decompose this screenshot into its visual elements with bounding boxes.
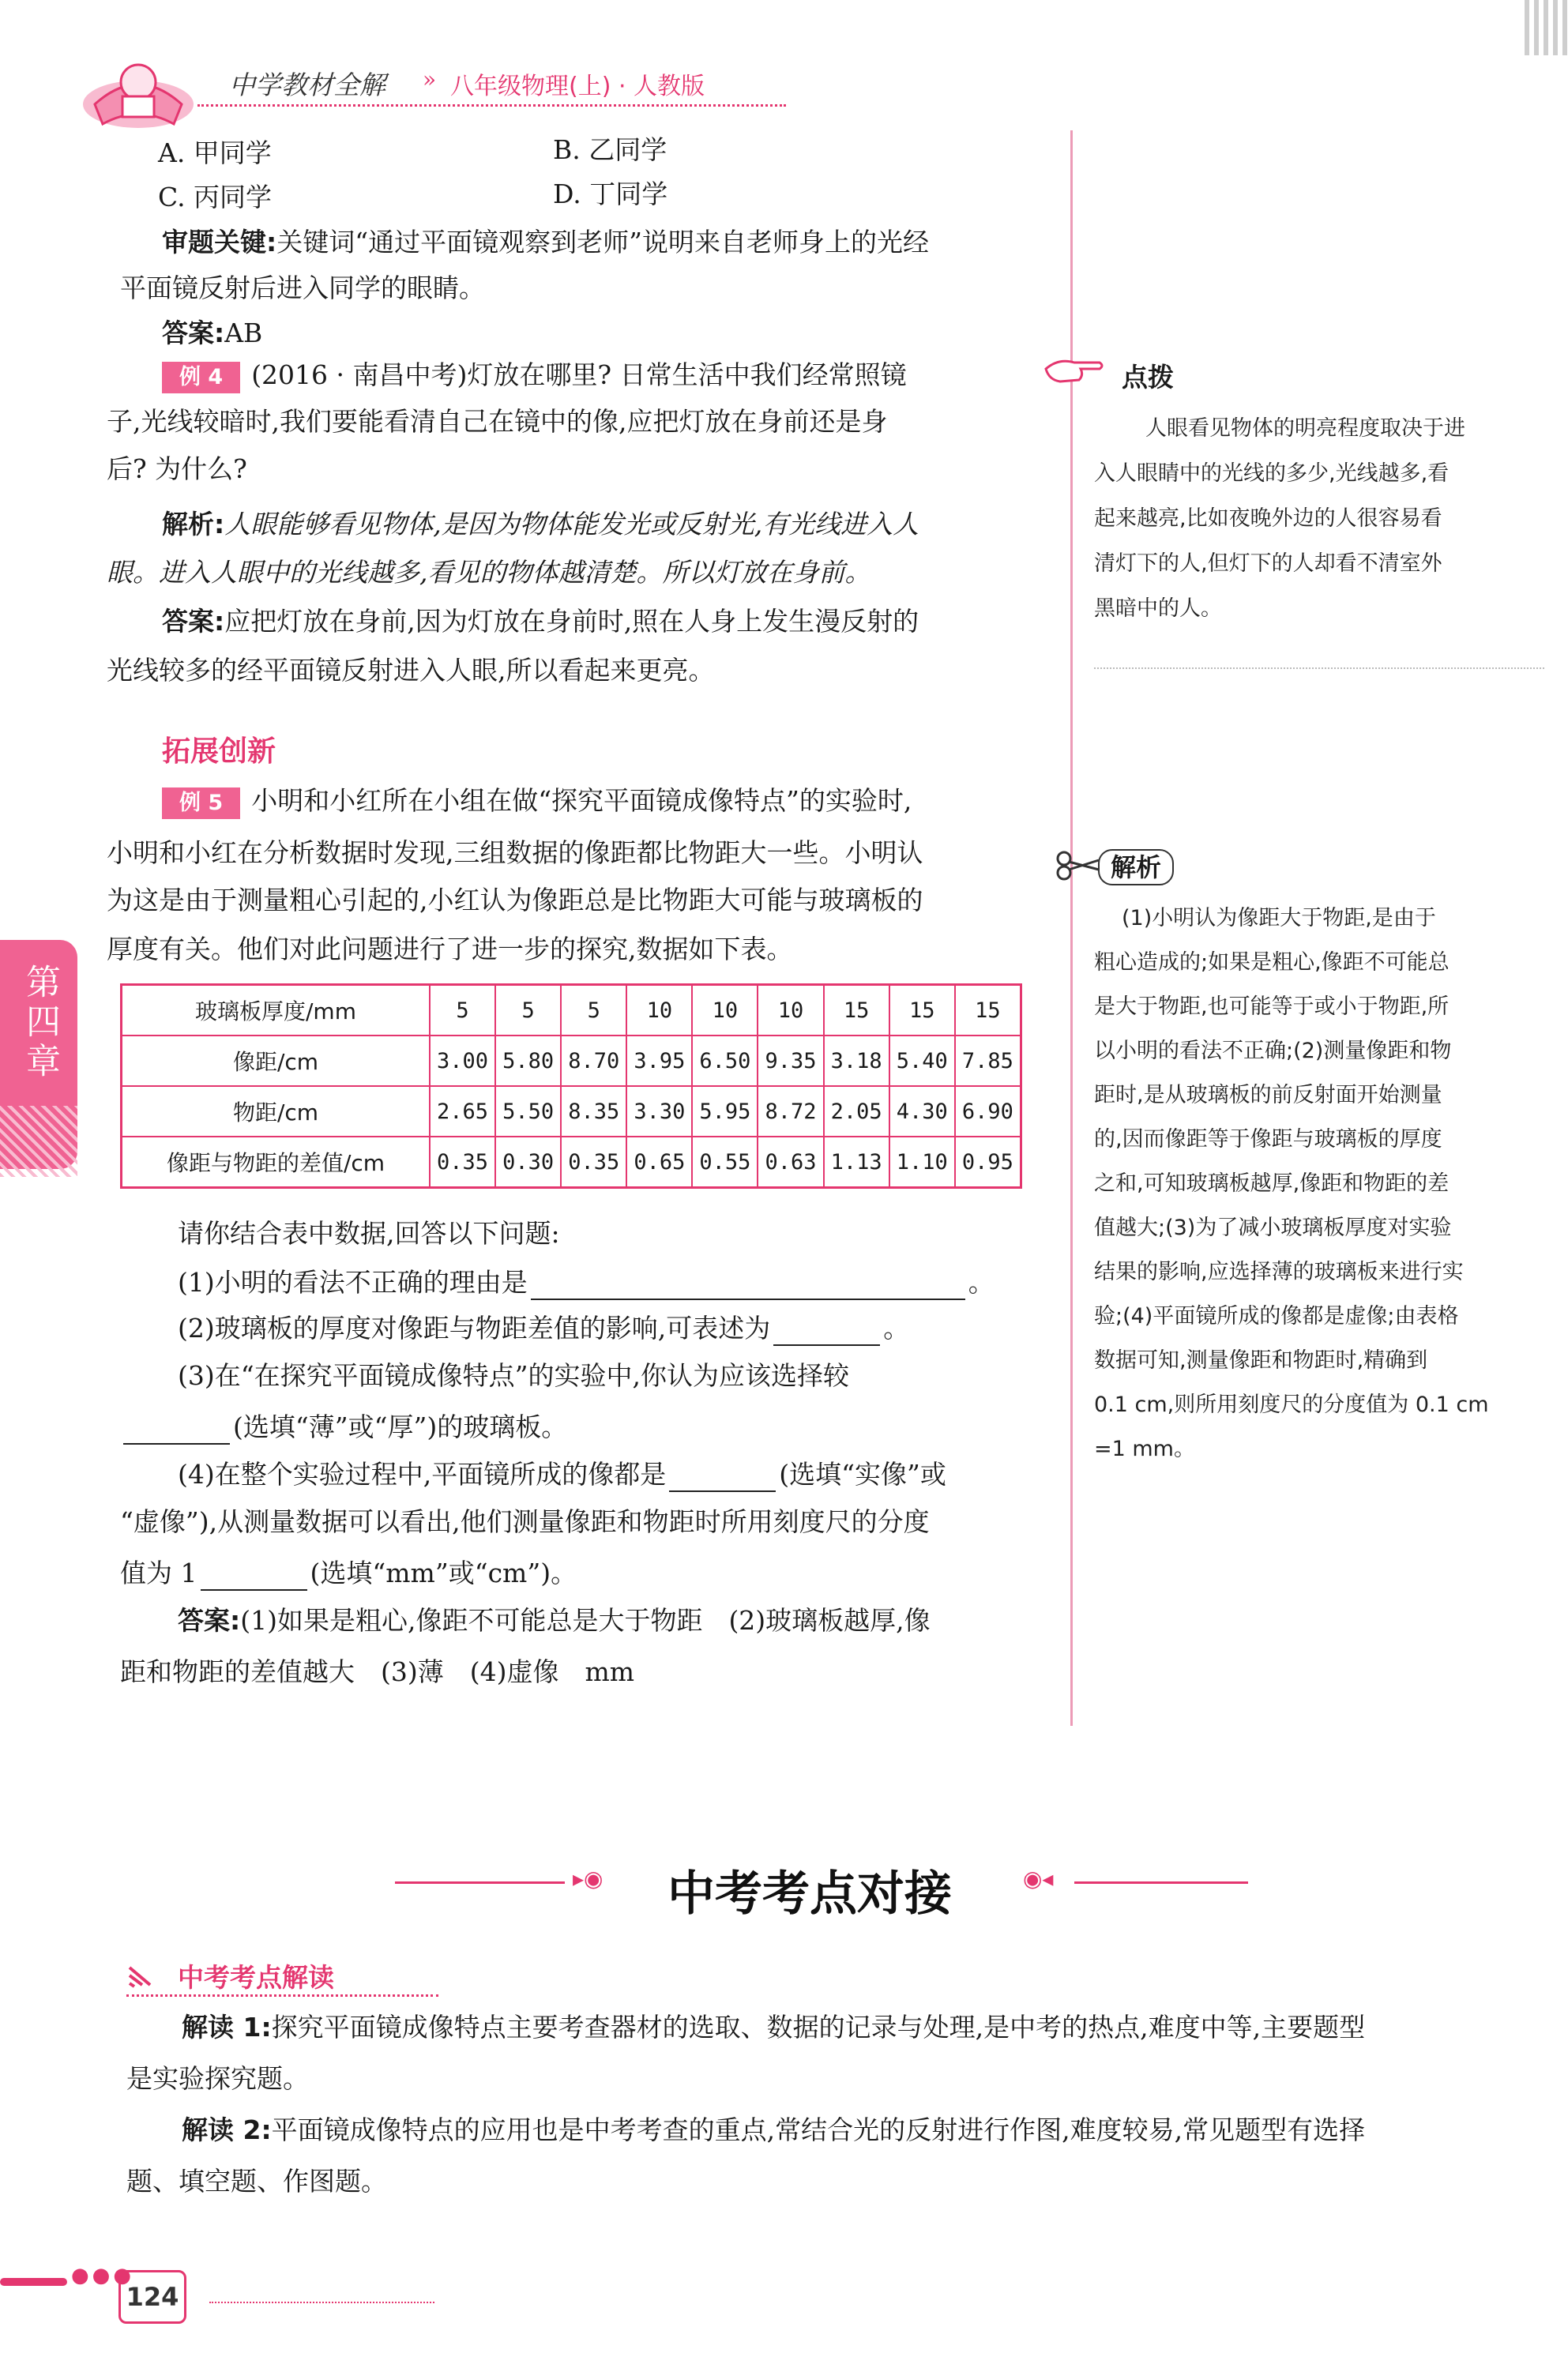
keyword-label: 审题关键: bbox=[162, 227, 277, 257]
questions-answer-1 bbox=[178, 1603, 931, 1638]
answer-blank bbox=[531, 1275, 965, 1300]
reading-2-label: 解读 2: bbox=[182, 2114, 272, 2145]
header-series: 中学教材全解 bbox=[229, 70, 385, 100]
analysis-line-5: 距时,是从玻璃板的前反射面开始测量 bbox=[1094, 1083, 1442, 1107]
option-b: B. 乙同学 bbox=[553, 134, 667, 165]
table-cell: 8.35 bbox=[561, 1086, 626, 1137]
table-cell: 0.65 bbox=[626, 1137, 692, 1188]
option-d: D. 丁同学 bbox=[553, 179, 668, 209]
table-cell: 4.30 bbox=[889, 1086, 955, 1137]
example4-line-2: 子,光线较暗时,我们要能看清自己在镜中的像,应把灯放在身前还是身 bbox=[107, 406, 888, 437]
chapter-tab-stripes bbox=[0, 1106, 77, 1177]
footer-rule bbox=[209, 2302, 434, 2303]
option-a: A. 甲同学 bbox=[158, 137, 272, 168]
header-logo bbox=[79, 49, 197, 136]
example4-answer-text-1: 应把灯放在身前,因为灯放在身前时,照在人身上发生漫反射的 bbox=[224, 606, 919, 637]
table-row bbox=[122, 1137, 1021, 1188]
example4-line-1 bbox=[162, 358, 907, 393]
example4-answer-label: 答案: bbox=[162, 606, 225, 637]
table-cell: 5 bbox=[561, 985, 626, 1036]
tip-line-3: 起来越亮,比如夜晚外边的人很容易看 bbox=[1094, 506, 1442, 531]
answer3-line bbox=[162, 316, 262, 351]
example4-answer-2: 光线较多的经平面镜反射进入人眼,所以看起来更亮。 bbox=[107, 655, 715, 686]
question-2 bbox=[178, 1311, 909, 1346]
table-cell: 2.65 bbox=[430, 1086, 495, 1137]
tip-line-4: 清灯下的人,但灯下的人却看不清室外 bbox=[1094, 551, 1442, 576]
question-4b: “虚像”),从测量数据可以看出,他们测量像距和物距时所用刻度尺的分度 bbox=[120, 1506, 930, 1537]
answer-blank bbox=[201, 1566, 307, 1591]
table-cell: 9.35 bbox=[758, 1036, 823, 1086]
questions-answer-2: 距和物距的差值越大 (3)薄 (4)虚像 mm bbox=[120, 1656, 635, 1687]
reading-1-label: 解读 1: bbox=[182, 2012, 272, 2043]
example5-tag: 例 5 bbox=[162, 787, 240, 819]
question-4c-end: (选填“mm”或“cm”)。 bbox=[310, 1558, 577, 1588]
tip-line-2: 入人眼睛中的光线的多少,光线越多,看 bbox=[1094, 461, 1450, 486]
question-3b-text: (选填“薄”或“厚”)的玻璃板。 bbox=[233, 1411, 568, 1442]
table-cell: 3.00 bbox=[430, 1036, 495, 1086]
table-cell: 15 bbox=[824, 985, 889, 1036]
table-cell: 1.10 bbox=[889, 1137, 955, 1188]
question-1 bbox=[178, 1265, 995, 1300]
exam-title-arrow-right-icon: ◉◂ bbox=[1023, 1866, 1054, 1892]
table-cell: 5 bbox=[430, 985, 495, 1036]
exam-title-rule-left bbox=[395, 1881, 565, 1884]
exam-title: 中考考点对接 bbox=[667, 1866, 952, 1922]
table-cell: 8.70 bbox=[561, 1036, 626, 1086]
exam-title-arrow-left-icon: ▸◉ bbox=[573, 1866, 604, 1892]
answer-blank bbox=[773, 1321, 880, 1346]
subtitle-icon bbox=[126, 1961, 158, 1990]
header-book: 八年级物理(上) · 人教版 bbox=[450, 73, 705, 100]
table-cell: 5.40 bbox=[889, 1036, 955, 1086]
example4-analysis-label: 解析: bbox=[162, 509, 225, 539]
example4-text-1: (2016 · 南昌中考)灯放在哪里? 日常生活中我们经常照镜 bbox=[251, 359, 907, 390]
analysis-title: 解析 bbox=[1098, 849, 1174, 885]
example5-line-1 bbox=[162, 784, 912, 819]
header-rule bbox=[197, 104, 786, 107]
analysis-line-13: =1 mm。 bbox=[1094, 1437, 1195, 1461]
question-2-text: (2)玻璃板的厚度对像距与物距差值的影响,可表述为 bbox=[178, 1313, 771, 1344]
option-c: C. 丙同学 bbox=[158, 182, 273, 212]
table-cell: 6.90 bbox=[955, 1086, 1021, 1137]
questions-intro: 请你结合表中数据,回答以下问题: bbox=[178, 1218, 560, 1249]
table-cell: 10 bbox=[626, 985, 692, 1036]
questions-answer-label: 答案: bbox=[178, 1605, 241, 1636]
table-cell: 3.95 bbox=[626, 1036, 692, 1086]
example4-answer-1 bbox=[162, 604, 919, 639]
table-row bbox=[122, 985, 1021, 1036]
question-3b bbox=[120, 1410, 567, 1445]
section-title: 拓展创新 bbox=[162, 735, 276, 768]
tip-title: 点拨 bbox=[1122, 362, 1174, 393]
table-cell: 0.30 bbox=[495, 1137, 561, 1188]
exam-subtitle: 中考考点解读 bbox=[178, 1962, 334, 1993]
table-cell: 10 bbox=[692, 985, 758, 1036]
example5-line-4: 厚度有关。他们对此问题进行了进一步的探究,数据如下表。 bbox=[107, 934, 793, 964]
table-cell: 5.95 bbox=[692, 1086, 758, 1137]
pointing-hand-icon bbox=[1043, 351, 1106, 391]
scissors-icon bbox=[1055, 849, 1102, 881]
answer-blank bbox=[123, 1419, 230, 1445]
table-cell: 3.30 bbox=[626, 1086, 692, 1137]
table-cell: 2.05 bbox=[824, 1086, 889, 1137]
question-2-end: 。 bbox=[883, 1313, 910, 1344]
example4-analysis-1 bbox=[162, 507, 919, 542]
reading-1-text-1: 探究平面镜成像特点主要考查器材的选取、数据的记录与处理,是中考的热点,难度中等,主要题型 bbox=[271, 2012, 1366, 2043]
analysis-line-12: 0.1 cm,则所用刻度尺的分度值为 0.1 cm bbox=[1094, 1393, 1489, 1417]
reading-1-line-2: 是实验探究题。 bbox=[126, 2063, 309, 2094]
page-number: 124 bbox=[118, 2270, 186, 2324]
example4-tag: 例 4 bbox=[162, 362, 240, 393]
table-cell: 15 bbox=[955, 985, 1021, 1036]
example4-analysis-text-1: 人眼能够看见物体,是因为物体能发光或反射光,有光线进入人 bbox=[224, 509, 919, 539]
answer3-label: 答案: bbox=[162, 318, 225, 348]
footer-dots: ●●● bbox=[71, 2264, 135, 2287]
analysis-line-7: 之和,可知玻璃板越厚,像距和物距的差 bbox=[1094, 1171, 1450, 1196]
analysis-line-11: 数据可知,测量像距和物距时,精确到 bbox=[1094, 1348, 1428, 1373]
table-row bbox=[122, 1036, 1021, 1086]
table-row-label: 像距与物距的差值/cm bbox=[122, 1137, 431, 1188]
example5-text-1: 小明和小红所在小组在做“探究平面镜成像特点”的实验时, bbox=[251, 785, 912, 816]
table-row-label: 像距/cm bbox=[122, 1036, 431, 1086]
analysis-line-2: 粗心造成的;如果是粗心,像距不可能总 bbox=[1094, 950, 1450, 975]
question-4c-text: 值为 1 bbox=[120, 1558, 197, 1588]
reading-2-text-1: 平面镜成像特点的应用也是中考考查的重点,常结合光的反射进行作图,难度较易,常见题型有选择 bbox=[271, 2114, 1366, 2145]
table-cell: 7.85 bbox=[955, 1036, 1021, 1086]
table-cell: 1.13 bbox=[824, 1137, 889, 1188]
keyword-line-1 bbox=[162, 225, 929, 260]
question-1-end: 。 bbox=[968, 1267, 995, 1298]
analysis-line-4: 以小明的看法不正确;(2)测量像距和物 bbox=[1094, 1039, 1452, 1063]
question-4a-text: (4)在整个实验过程中,平面镜所成的像都是 bbox=[178, 1459, 667, 1490]
table-cell: 5 bbox=[495, 985, 561, 1036]
question-4a bbox=[178, 1457, 946, 1492]
example4-analysis-2: 眼。进入人眼中的光线越多,看见的物体越清楚。所以灯放在身前。 bbox=[107, 557, 871, 588]
reading-2-line-2: 题、填空题、作图题。 bbox=[126, 2166, 387, 2197]
table-cell: 5.50 bbox=[495, 1086, 561, 1137]
table-cell: 0.35 bbox=[430, 1137, 495, 1188]
table-cell: 8.72 bbox=[758, 1086, 823, 1137]
chapter-tab-label: 第四章 bbox=[20, 964, 60, 1082]
analysis-line-10: 验;(4)平面镜所成的像都是虚像;由表格 bbox=[1094, 1304, 1459, 1329]
table-cell: 0.63 bbox=[758, 1137, 823, 1188]
question-3a: (3)在“在探究平面镜成像特点”的实验中,你认为应该选择较 bbox=[178, 1360, 849, 1391]
table-cell: 5.80 bbox=[495, 1036, 561, 1086]
reading-2-line-1 bbox=[182, 2113, 1365, 2148]
analysis-line-3: 是大于物距,也可能等于或小于物距,所 bbox=[1094, 994, 1450, 1019]
table-cell: 0.95 bbox=[955, 1137, 1021, 1188]
answer-blank bbox=[669, 1467, 776, 1492]
question-4a-end: (选填“实像”或 bbox=[779, 1459, 946, 1490]
table-cell: 0.55 bbox=[692, 1137, 758, 1188]
analysis-line-6: 的,因而像距等于像距与玻璃板的厚度 bbox=[1094, 1127, 1442, 1152]
table-row bbox=[122, 1086, 1021, 1137]
tip-line-1: 人眼看见物体的明亮程度取决于进 bbox=[1145, 416, 1465, 441]
table-cell: 10 bbox=[758, 985, 823, 1036]
answer3-text: AB bbox=[224, 318, 263, 348]
data-table bbox=[120, 983, 1022, 1189]
example5-line-2: 小明和小红在分析数据时发现,三组数据的像距都比物距大一些。小明认 bbox=[107, 837, 923, 868]
tip-box-rule bbox=[1094, 667, 1544, 669]
keyword-line-2: 平面镜反射后进入同学的眼睛。 bbox=[120, 273, 485, 303]
tip-line-5: 黑暗中的人。 bbox=[1094, 596, 1222, 621]
exam-title-rule-right bbox=[1074, 1881, 1248, 1884]
analysis-line-1: (1)小明认为像距大于物距,是由于 bbox=[1122, 906, 1436, 930]
example5-line-3: 为这是由于测量粗心引起的,小红认为像距总是比物距大可能与玻璃板的 bbox=[107, 885, 923, 915]
reading-1-line-1 bbox=[182, 2010, 1365, 2045]
exam-subtitle-rule bbox=[126, 1994, 438, 1997]
keyword-text-1: 关键词“通过平面镜观察到老师”说明来自老师身上的光经 bbox=[276, 227, 929, 257]
table-cell: 6.50 bbox=[692, 1036, 758, 1086]
header-dots bbox=[1525, 0, 1568, 55]
table-cell: 3.18 bbox=[824, 1036, 889, 1086]
table-cell: 0.35 bbox=[561, 1137, 626, 1188]
question-1-text: (1)小明的看法不正确的理由是 bbox=[178, 1267, 528, 1298]
table-row-label: 物距/cm bbox=[122, 1086, 431, 1137]
example4-line-3: 后? 为什么? bbox=[107, 453, 247, 484]
question-4c bbox=[120, 1556, 577, 1591]
analysis-line-8: 值越大;(3)为了减小玻璃板厚度对实验 bbox=[1094, 1216, 1452, 1240]
table-cell: 15 bbox=[889, 985, 955, 1036]
header-arrow-icon: » bbox=[423, 66, 437, 92]
footer-bar bbox=[0, 2278, 67, 2286]
table-row-label: 玻璃板厚度/mm bbox=[122, 985, 431, 1036]
questions-answer-text-1: (1)如果是粗心,像距不可能总是大于物距 (2)玻璃板越厚,像 bbox=[240, 1605, 931, 1636]
analysis-line-9: 结果的影响,应选择薄的玻璃板来进行实 bbox=[1094, 1260, 1464, 1284]
